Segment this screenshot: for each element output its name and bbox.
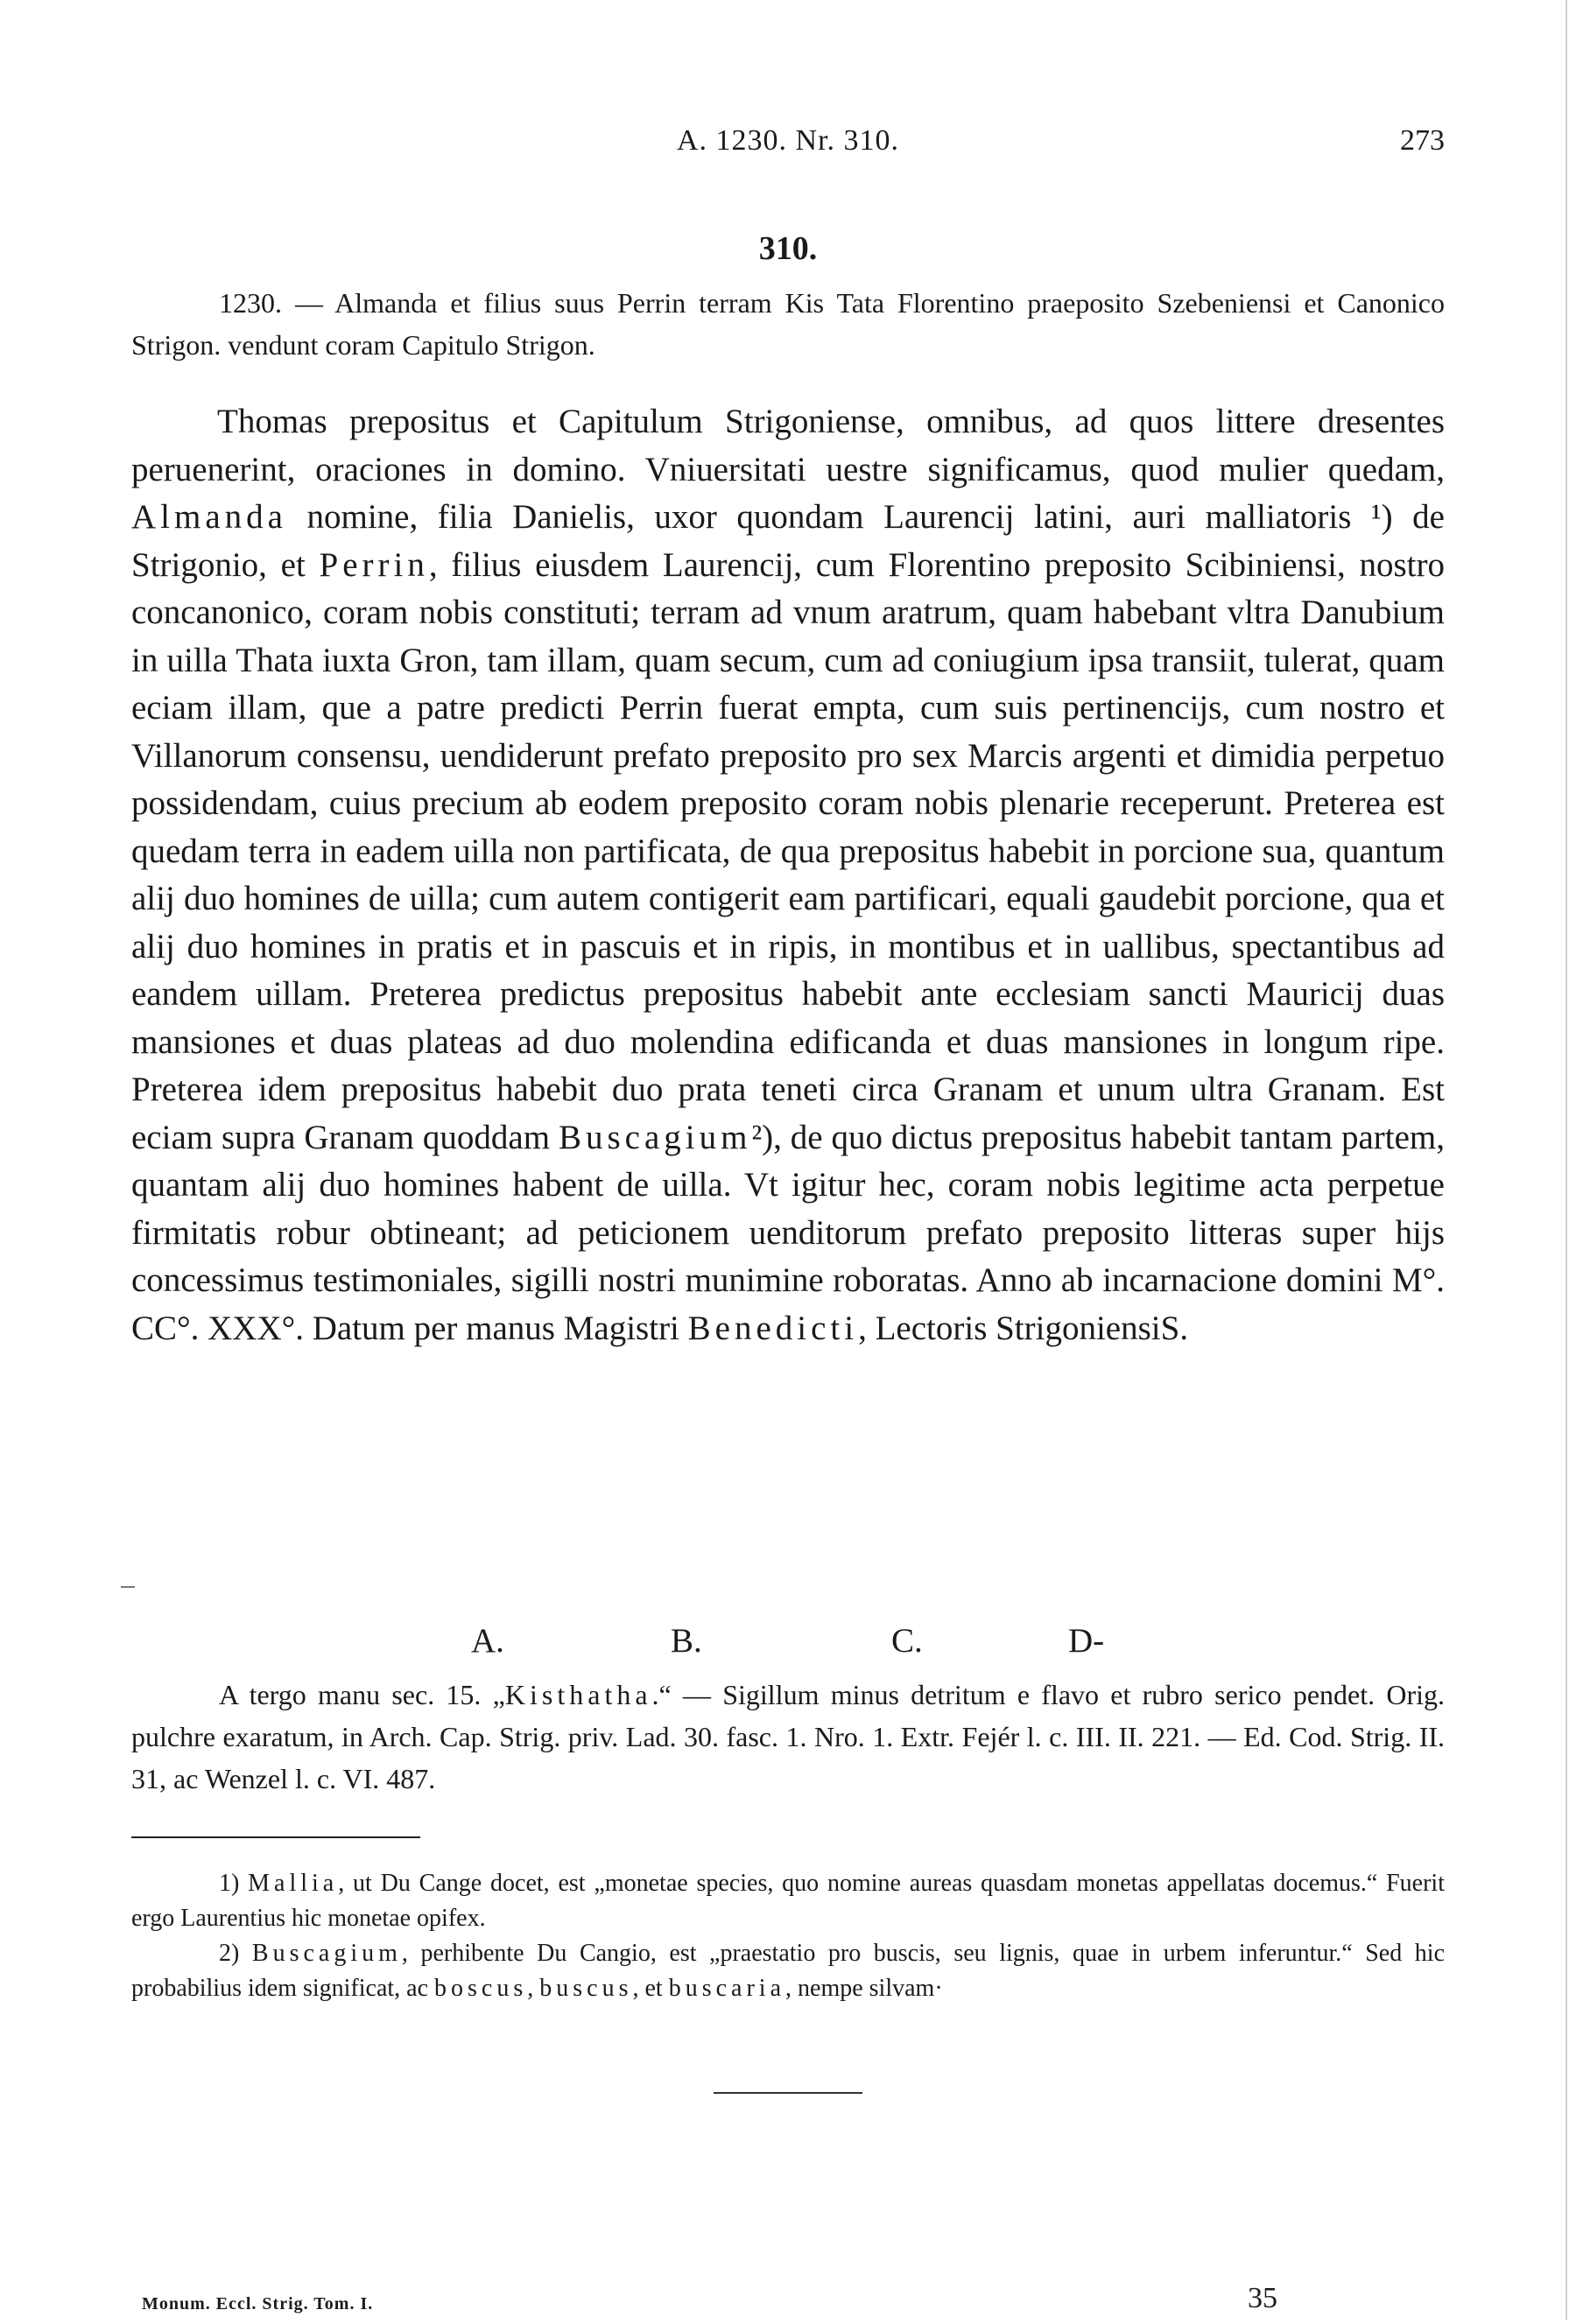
footnote-lead: 2) <box>219 1940 252 1967</box>
footnote-term: Buscagium <box>251 1940 402 1967</box>
name-almanda: Almanda <box>131 498 287 536</box>
footnote-sep: , et <box>632 1975 669 2002</box>
word-buscagium: Buscagium <box>558 1118 752 1156</box>
text-part: , de quo dictus prepositus habebit tantam partem, quantam alij duo homines habent de uilla. Vt igitur hec, coram nobis legitime acta perpetue firmitatis robur obtineant; ad peticionem uenditorum prefato preposito litteras super hijs concessimus testimoniales, sigilli nostri munimine roboratas. Anno ab incarnacione domini M°. CC°. XXX°. Datum per manus Magistri <box>131 1118 1445 1347</box>
archival-note <box>131 1674 1445 1800</box>
page-footer <box>131 2282 1445 2324</box>
footnote-ref-2: ²) <box>751 1118 774 1156</box>
chirograph-letter: D- <box>1068 1622 1105 1660</box>
chirograph-letters <box>131 1621 1445 1667</box>
footnote-2 <box>131 1936 1445 2006</box>
text-part: de Strigonio, et <box>131 498 1445 584</box>
series-imprint: Monum. Eccl. Strig. Tom. I. <box>142 2294 374 2313</box>
footnote-term: buscaria <box>668 1975 786 2002</box>
footnote-term: Mallia <box>248 1870 339 1897</box>
text-part: , filius eiusdem Laurencij, cum Florentino preposito Scibiniensi, nostro concanonico, coram nobis constituti; terram ad vnum aratrum, quam habebant vltra Danubium in uilla Thata iuxta Gron, tam illam, quam secum, cum ad coniugium ipsa transiit, tulerat, quam eciam illam, que a patre predicti Perrin fuerat empta, cum suis pertinencijs, cum nostro et Villanorum consensu, uendiderunt prefato preposito pro sex Marcis argenti et dimidia perpetuo possidendam, cuius precium ab eodem preposito coram nobis plenarie receperunt. Preterea est quedam terra in eadem uilla non partificata, de qua prepositus habebit in porcione sua, quantum alij duo homines de uilla; cum autem contigerit eam partificari, equali gaudebit porcione, qua et alij duo homines in pratis et in pascuis et in ripis, in montibus et in uallibus, spectantibus ad eandem uillam. Preterea predictus prepositus habebit ante ecclesiam sancti Mauricij duas mansiones et duas plateas ad duo molendina edificanda et duas mansiones in longum ripe. Preterea idem prepositus habebit duo prata teneti circa Granam et unum ultra Granam. Est eciam supra Granam quoddam <box>131 545 1445 1156</box>
footnote-body: , ut Du Cange docet, est „monetae species, quo nomine aureas quasdam monetas appellatas docemus.“ Fuerit ergo Laurentius hic monetae opifex. <box>131 1870 1445 1932</box>
note-part: .“ — Sigillum minus detritum e flavo et rubro serico pendet. Orig. pulchre exaratum, in Arch. Cap. Strig. priv. Lad. 30. fasc. 1. Nro. 1. Extr. Fejér l. c. III. II. 221. — Ed. Cod. Strig. II. 31, ac Wenzel l. c. VI. 487. <box>131 1679 1446 1794</box>
chirograph-letter: C. <box>891 1622 923 1660</box>
footnote-term: boscus <box>434 1975 528 2002</box>
note-part: A tergo manu sec. 15. „ <box>219 1679 505 1710</box>
note-spaced-word: Kisthatha <box>504 1679 652 1710</box>
end-rule <box>714 2092 862 2094</box>
text-part: , Lectoris StrigoniensiS. <box>858 1309 1189 1347</box>
page-header <box>131 124 1445 168</box>
footnote-ref-1: ¹) <box>1370 498 1393 536</box>
charter-text <box>131 398 1445 1352</box>
footnotes <box>131 1866 1445 2006</box>
footnote-lead: 1) <box>219 1870 249 1897</box>
scan-edge-line <box>1565 0 1567 2320</box>
chirograph-letter: B. <box>671 1622 702 1660</box>
footnote-separator <box>131 1836 420 1838</box>
name-perrin: Perrin <box>319 545 429 584</box>
footnote-1 <box>131 1866 1445 1936</box>
text-part: nomine, filia Danielis, uxor quondam Laurencij latini, auri malliatoris <box>286 498 1371 536</box>
sheet-signature: 35 <box>1248 2282 1277 2314</box>
footnote-body: , perhibente Du Cangio, est „praestatio pro buscis, seu lignis, quae in urbem inferuntur.“ Sed hic probabilius idem significat, ac <box>131 1940 1445 2002</box>
margin-mark <box>121 1586 135 1588</box>
footnote-term: buscus <box>539 1975 633 2002</box>
name-benedicti: Benedicti <box>687 1309 859 1347</box>
footnote-sep: , <box>527 1975 540 2002</box>
footnote-body: , nempe silvam· <box>785 1975 943 2002</box>
document-number: 310. <box>758 230 818 267</box>
page-number: 273 <box>1400 124 1445 157</box>
regest-summary: 1230. — Almanda et filius suus Perrin terram Kis Tata Florentino praeposito Szebeniensi et Canonico Strigon. vendunt coram Capitulo Strigon. <box>131 287 1445 361</box>
chirograph-letter: A. <box>471 1622 504 1660</box>
text-part: Thomas prepositus et Capitulum Strigoniense, omnibus, ad quos littere dresentes peruenerint, oraciones in domino. Vniuersitati uestre significamus, quod mulier quedam, <box>131 403 1445 488</box>
running-title: A. 1230. Nr. 310. <box>676 124 900 157</box>
